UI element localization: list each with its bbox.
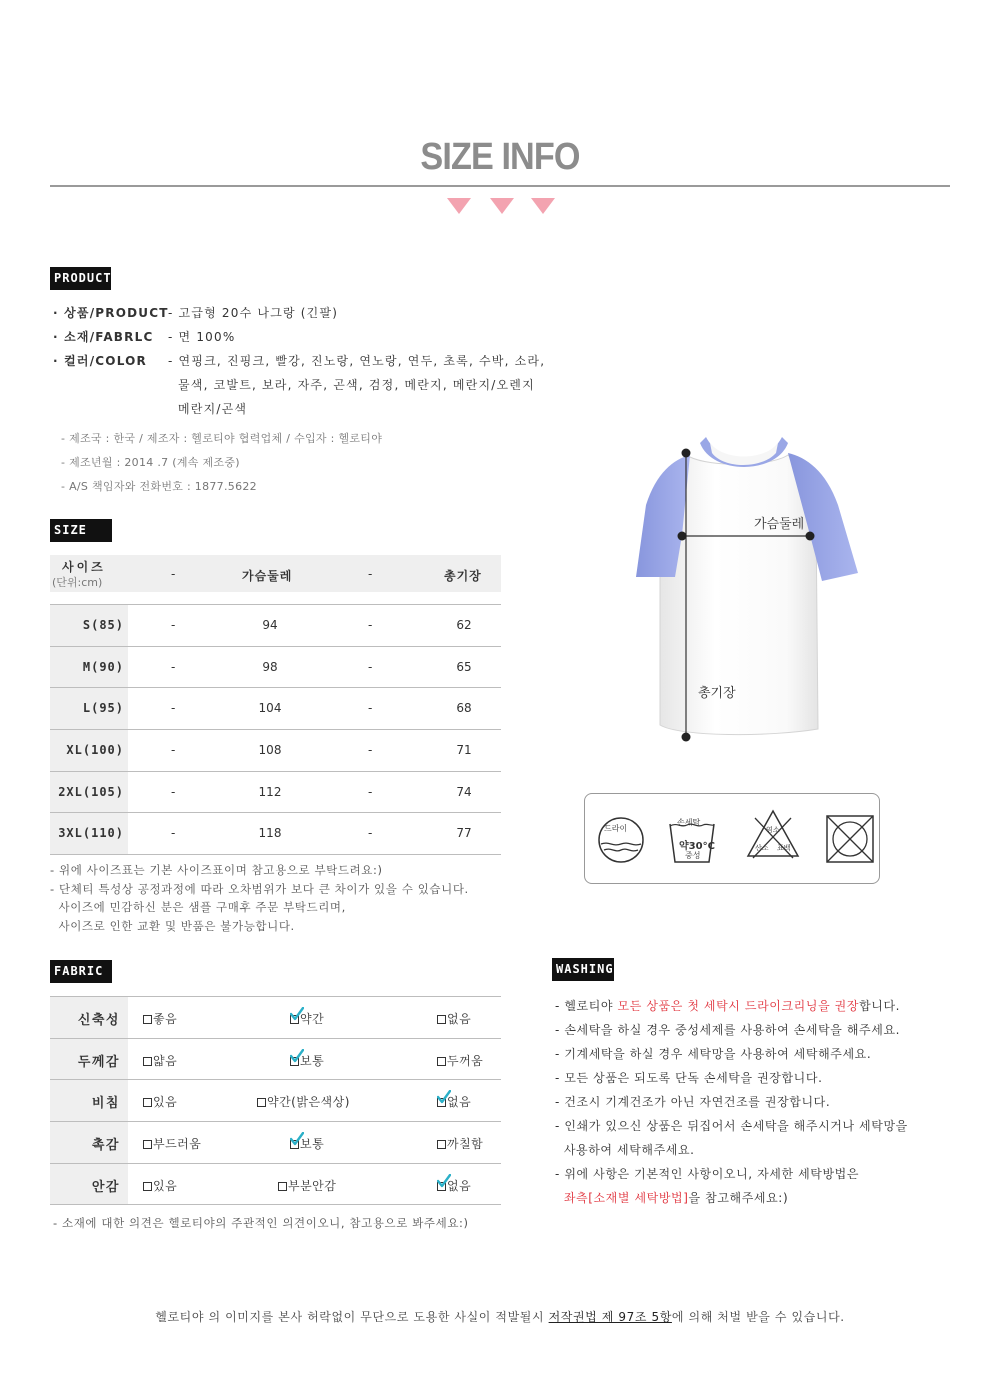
checkmark-icon [290, 1132, 304, 1146]
fabric-option[interactable]: 보통 [290, 1052, 324, 1069]
size-table-row [50, 605, 501, 647]
chest-cell: 98 [262, 660, 278, 674]
checkbox[interactable] [437, 1057, 446, 1066]
triangle-down-icon [490, 198, 514, 214]
washing-line: - 기계세탁을 하실 경우 세탁망을 사용하여 세탁해주세요. [555, 1047, 872, 1061]
chest-diagram-label: 가슴둘레 [754, 517, 805, 532]
wash-icons-box [584, 793, 880, 884]
chest-dot-left [678, 532, 687, 541]
fabric-option[interactable]: 있음 [143, 1177, 177, 1194]
size-note: 사이즈로 인한 교환 및 반품은 불가능합니다. [50, 919, 295, 933]
product-note: - 제조년월 : 2014 .7 (계속 제조중) [61, 456, 240, 469]
checkbox[interactable] [437, 1098, 446, 1107]
copyright-law-link[interactable]: 저작권법 제 97조 5항 [548, 1310, 672, 1324]
chest-cell: 108 [258, 743, 282, 757]
product-name-value: - 고급형 20수 나그랑 (긴팔) [168, 306, 339, 320]
bleach-text-top: 염소 [766, 826, 780, 834]
length-dot-top [682, 449, 691, 458]
header-dash: - [171, 567, 176, 581]
fabric-option[interactable]: 부드러움 [143, 1135, 201, 1152]
dash-cell: - [171, 701, 176, 715]
bleach-text-right: 표백 [777, 844, 791, 852]
size-note: - 단체티 특성상 공정과정에 따라 오차범위가 보다 큰 차이가 있을 수 있습니다. [50, 882, 469, 896]
washing-line: - 인쇄가 있으신 상품은 뒤집어서 손세탁을 해주시거나 세탁망을 [555, 1119, 908, 1133]
checkbox[interactable] [437, 1015, 446, 1024]
copyright-footer: 헬로티야 의 이미지를 본사 허락없이 무단으로 도용한 사실이 적발될시 저작권법 제 97조 5항에 의해 처벌 받을 수 있습니다. [155, 1310, 845, 1324]
fabric-label-cell [50, 1122, 128, 1163]
dash-cell: - [171, 660, 176, 674]
checkbox[interactable] [143, 1182, 152, 1191]
product-fabric-key: · 소재/FABRLC [53, 330, 154, 344]
size-table-row [50, 772, 501, 813]
bleach-text-left: 산소 [755, 844, 769, 852]
checkbox[interactable] [143, 1098, 152, 1107]
triangle-down-icon [531, 198, 555, 214]
checkbox[interactable] [290, 1140, 299, 1149]
fabric-attribute-label: 신축성 [77, 1013, 120, 1028]
fabric-option[interactable]: 없음 [437, 1093, 471, 1110]
fabric-attribute-label: 두께감 [77, 1055, 120, 1070]
size-table-row [50, 730, 501, 772]
chest-cell: 112 [258, 785, 282, 799]
size-cell: L(95) [82, 701, 124, 715]
checkbox[interactable] [143, 1140, 152, 1149]
checkbox[interactable] [437, 1182, 446, 1191]
length-cell: 68 [456, 701, 472, 715]
no-tumble-dry-icon [825, 814, 875, 864]
washing-line: - 모든 상품은 되도록 단독 손세탁을 권장합니다. [555, 1071, 823, 1085]
fabric-option[interactable]: 보통 [290, 1135, 324, 1152]
checkmark-icon [437, 1174, 451, 1188]
checkbox[interactable] [290, 1015, 299, 1024]
size-cell: M(90) [82, 660, 124, 674]
fabric-attribute-label: 촉감 [91, 1138, 120, 1153]
fabric-option[interactable]: 약간(밝은색상) [257, 1093, 350, 1110]
product-name-key: · 상품/PRODUCT [53, 306, 169, 320]
fabric-option[interactable]: 얇음 [143, 1052, 177, 1069]
fabric-note: - 소재에 대한 의견은 헬로티야의 주관적인 의견이오니, 참고용으로 봐주세요:) [53, 1216, 469, 1230]
fabric-row [50, 1080, 501, 1122]
length-cell: 77 [456, 826, 472, 840]
dash-cell: - [368, 743, 373, 757]
chest-dot-right [806, 532, 815, 541]
product-color-value: - 연핑크, 진핑크, 빨강, 진노랑, 연노랑, 연두, 초록, 수박, 소라, [168, 354, 546, 368]
fabric-row [50, 1122, 501, 1164]
chest-cell: 94 [262, 618, 278, 632]
length-cell: 71 [456, 743, 472, 757]
fabric-row [50, 1164, 501, 1205]
chest-header: 가슴둘레 [242, 569, 293, 583]
dash-cell: - [368, 826, 373, 840]
size-note: - 위에 사이즈표는 기본 사이즈표이며 참고용으로 부탁드려요:) [50, 863, 383, 877]
size-cell: 2XL(105) [58, 785, 124, 799]
product-note: - A/S 책임자와 전화번호 : 1877.5622 [61, 480, 257, 493]
chest-cell: 104 [258, 701, 282, 715]
product-note: - 제조국 : 한국 / 제조자 : 헬로티야 협력업체 / 수입자 : 헬로티야 [61, 432, 383, 445]
fabric-option[interactable]: 약간 [290, 1010, 324, 1027]
title-divider [50, 185, 950, 187]
washing-line: - 위에 사항은 기본적인 사항이오니, 자세한 세탁방법은 [555, 1167, 860, 1181]
size-cell: 3XL(110) [58, 826, 124, 840]
fabric-option[interactable]: 까칠함 [437, 1135, 483, 1152]
triangle-down-icon [447, 198, 471, 214]
fabric-option[interactable]: 없음 [437, 1010, 471, 1027]
product-fabric-value: - 면 100% [168, 330, 236, 344]
checkbox[interactable] [278, 1182, 287, 1191]
hand-wash-temp: 약30°C [679, 841, 715, 852]
dry-clean-text: 드라이 [604, 824, 628, 833]
size-label: SIZE [50, 519, 112, 542]
size-note: 사이즈에 민감하신 분은 샘플 구매후 주문 부탁드리며, [50, 900, 346, 914]
checkbox[interactable] [290, 1057, 299, 1066]
dash-cell: - [368, 701, 373, 715]
washing-line: 좌측[소재별 세탁방법]을 참고해주세요:) [555, 1191, 789, 1205]
checkmark-icon [437, 1090, 451, 1104]
dash-cell: - [368, 618, 373, 632]
size-table-header [50, 555, 501, 592]
product-color-key: · 컬러/COLOR [53, 354, 147, 368]
fabric-option[interactable]: 부분안감 [278, 1177, 336, 1194]
checkmark-icon [290, 1007, 304, 1021]
product-color-cont: 물색, 코발트, 보라, 자주, 곤색, 검정, 메란지, 메란지/오렌지 [178, 378, 535, 392]
fabric-option[interactable]: 있음 [143, 1093, 177, 1110]
product-color-cont: 메란지/곤색 [178, 402, 248, 416]
washing-label: WASHING [552, 958, 614, 981]
size-cell: XL(100) [66, 743, 124, 757]
checkbox[interactable] [143, 1015, 152, 1024]
length-header: 총기장 [444, 569, 482, 583]
down-arrows [447, 198, 557, 218]
fabric-option[interactable]: 두꺼움 [437, 1052, 483, 1069]
hand-wash-detergent: 중성 [685, 851, 701, 860]
length-cell: 74 [456, 785, 472, 799]
fabric-label-cell [50, 1080, 128, 1121]
length-cell: 62 [456, 618, 472, 632]
checkmark-icon [290, 1049, 304, 1063]
fabric-option[interactable]: 좋음 [143, 1010, 177, 1027]
fabric-attribute-label: 안감 [91, 1180, 120, 1195]
size-cell: S(85) [82, 618, 124, 632]
length-dot-bottom [682, 733, 691, 742]
length-cell: 65 [456, 660, 472, 674]
checkbox[interactable] [257, 1098, 266, 1107]
dash-cell: - [171, 826, 176, 840]
fabric-row [50, 1039, 501, 1080]
fabric-label: FABRIC [50, 960, 112, 983]
fabric-label-cell [50, 1039, 128, 1079]
dash-cell: - [171, 743, 176, 757]
washing-line: - 건조시 기계건조가 아닌 자연건조를 권장합니다. [555, 1095, 831, 1109]
washing-line: - 손세탁을 하실 경우 중성세제를 사용하여 손세탁을 해주세요. [555, 1023, 901, 1037]
size-table-row [50, 813, 501, 855]
fabric-label-cell [50, 1164, 128, 1204]
dash-cell: - [368, 785, 373, 799]
size-header: 사이즈 [62, 560, 106, 574]
length-diagram-label: 총기장 [698, 686, 736, 701]
size-table-row [50, 688, 501, 730]
dry-clean-icon [595, 814, 647, 866]
size-table-row [50, 647, 501, 688]
size-unit: (단위:cm) [52, 576, 103, 589]
chest-cell: 118 [258, 826, 282, 840]
fabric-row [50, 997, 501, 1039]
checkbox[interactable] [143, 1057, 152, 1066]
fabric-label-cell [50, 997, 128, 1038]
washing-line: 사용하여 세탁해주세요. [555, 1143, 695, 1157]
header-dash: - [368, 567, 373, 581]
dash-cell: - [368, 660, 373, 674]
fabric-attribute-label: 비침 [91, 1096, 120, 1111]
tshirt-diagram [620, 425, 870, 755]
product-label: PRODUCT [50, 267, 111, 290]
checkbox[interactable] [437, 1140, 446, 1149]
washing-line: - 헬로티야 모든 상품은 첫 세탁시 드라이크리닝을 권장합니다. [555, 999, 901, 1013]
page-title: SIZE INFO [420, 136, 580, 178]
hand-wash-text: 손세탁 [677, 818, 701, 827]
dash-cell: - [171, 618, 176, 632]
fabric-option[interactable]: 없음 [437, 1177, 471, 1194]
dash-cell: - [171, 785, 176, 799]
